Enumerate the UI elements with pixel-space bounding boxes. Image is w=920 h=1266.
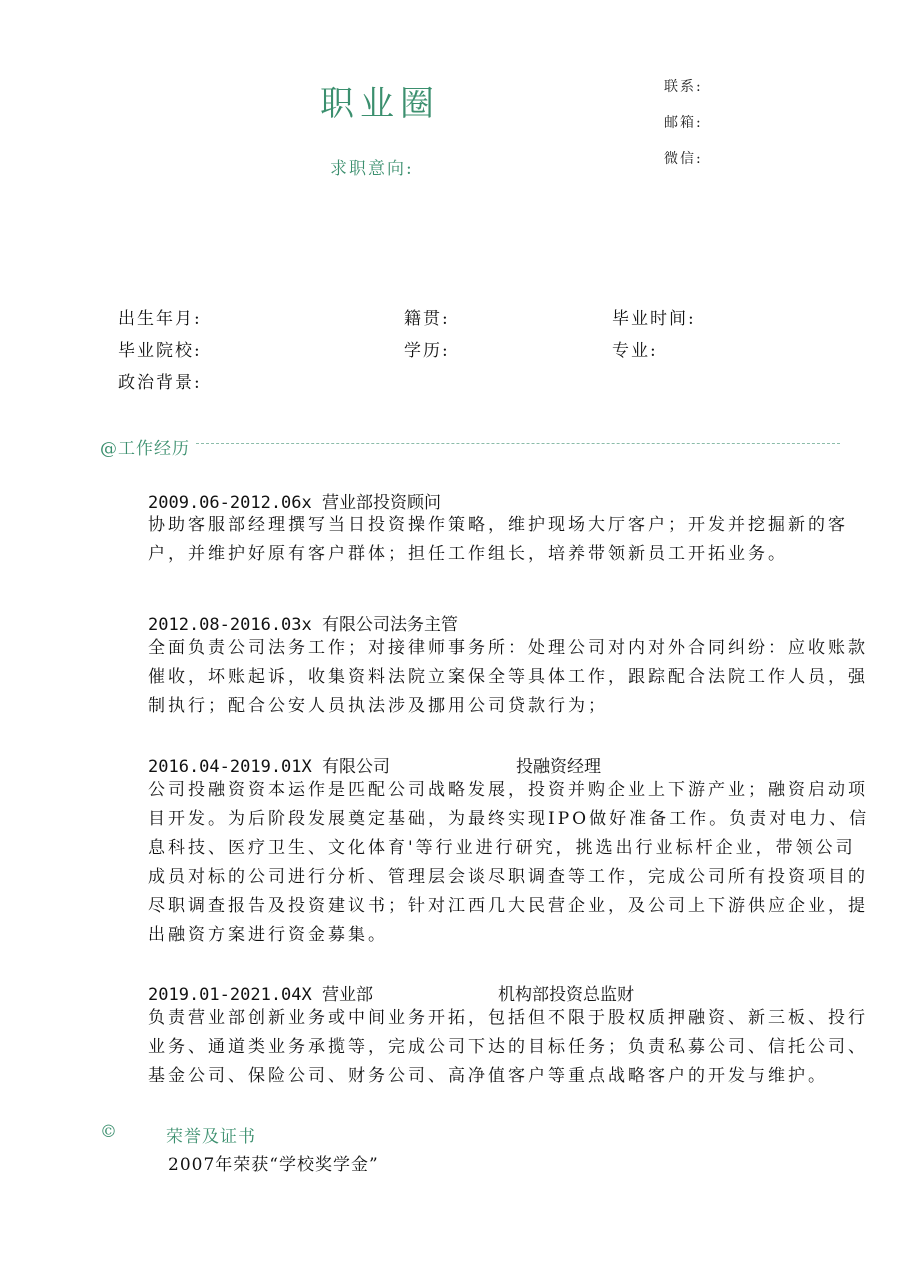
honors-symbol: © <box>100 1122 118 1142</box>
contact-phone-label: 联系: <box>664 79 703 95</box>
contact-email-label: 邮箱: <box>664 115 703 131</box>
graduation-time-label: 毕业时间: <box>612 309 696 329</box>
political-background-label: 政治背景: <box>118 373 202 393</box>
school-label: 毕业院校: <box>118 341 202 361</box>
section-divider <box>196 443 840 444</box>
job-3-title: 2016.04-2019.01X 有限公司 <box>148 757 390 777</box>
major-label: 专业: <box>612 341 658 361</box>
job-4-description: 负责营业部创新业务或中间业务开拓，包括但不限于股权质押融资、新三板、投行业务、通道类业务承揽等，完成公司下达的目标任务；负责私募公司、信托公司、基金公司、保险公司、财务公司、高净值客户等重点战略客户的开发与维护。 <box>148 1008 868 1086</box>
resume-title: 职业圈 <box>320 84 440 124</box>
job-3-role: 投融资经理 <box>516 757 601 777</box>
job-intent-label: 求职意向: <box>330 159 414 179</box>
honors-heading: 荣誉及证书 <box>166 1127 256 1147</box>
job-1-title: 2009.06-2012.06x 营业部投资顾问 <box>148 493 441 513</box>
job-2-title: 2012.08-2016.03x 有限公司法务主管 <box>148 615 458 635</box>
honor-item: 2007年荣获“学校奖学金” <box>168 1155 379 1175</box>
job-4-title: 2019.01-2021.04X 营业部 <box>148 985 373 1005</box>
native-place-label: 籍贯: <box>404 309 450 329</box>
job-4-role: 机构部投资总监财 <box>498 985 634 1005</box>
degree-label: 学历: <box>404 341 450 361</box>
contact-wechat-label: 微信: <box>664 151 703 167</box>
job-1-description: 协助客服部经理撰写当日投资操作策略，维护现场大厅客户；开发并挖掘新的客户，并维护好原有客户群体；担任工作组长，培养带领新员工开拓业务。 <box>148 515 848 564</box>
job-2-description: 全面负责公司法务工作；对接律师事务所：处理公司对内对外合同纠纷：应收账款催收，坏账起诉，收集资料法院立案保全等具体工作，跟踪配合法院工作人员，强制执行；配合公安人员执法涉及挪用公司贷款行为； <box>148 638 868 716</box>
birth-label: 出生年月: <box>118 309 202 329</box>
job-3-description: 公司投融资资本运作是匹配公司战略发展，投资并购企业上下游产业；融资启动项目开发。为后阶段发展奠定基础，为最终实现IPO做好准备工作。负责对电力、信息科技、医疗卫生、文化体育'等行业进行研究，挑选出行业标杆企业，带领公司成员对标的公司进行分析、管理层会谈尽职调查等工作，完成公司所有投资项目的尽职调查报告及投资建议书；针对江西几大民营企业，及公司上下游供应企业，提出融资方案进行资金募集。 <box>148 780 870 945</box>
work-experience-heading: @工作经历 <box>100 439 190 459</box>
